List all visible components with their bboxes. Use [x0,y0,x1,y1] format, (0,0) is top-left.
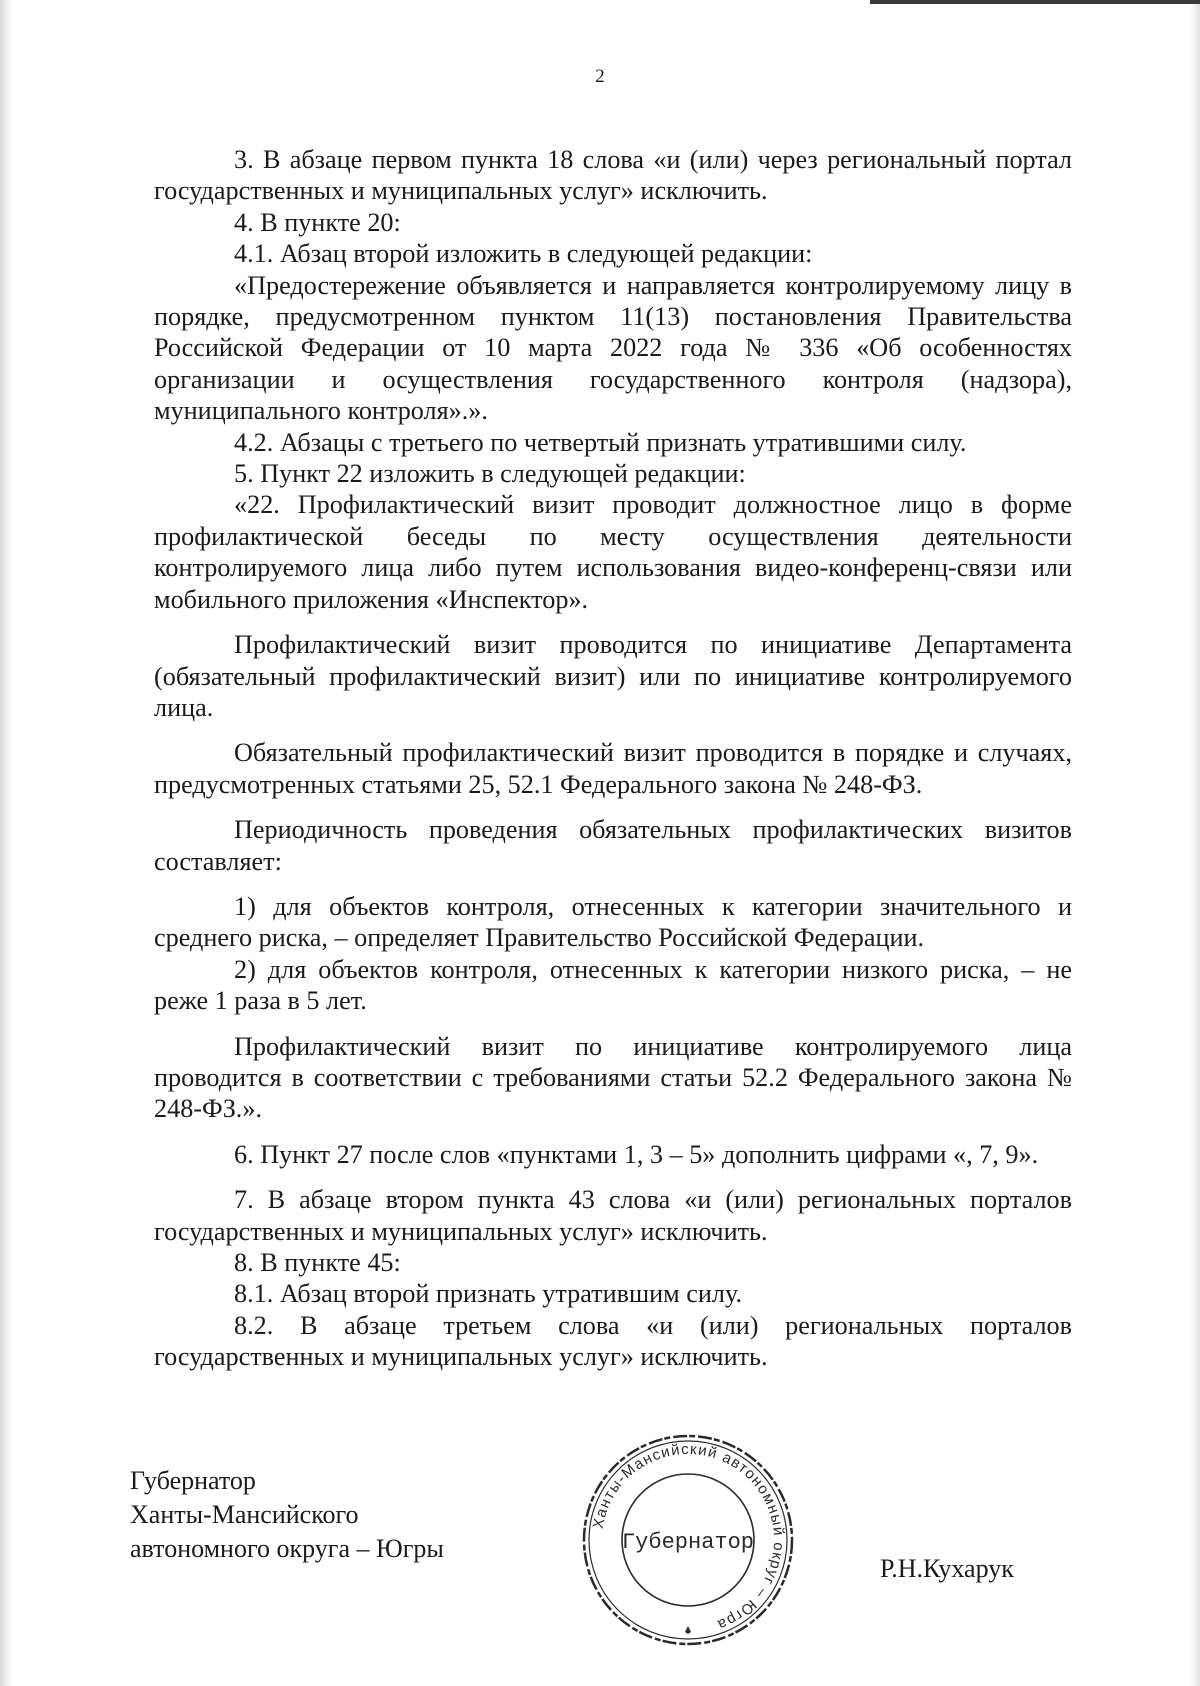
scan-edge-left [0,0,14,1686]
paragraph: 7. В абзаце втором пункта 43 слова «и (или) региональных порталов государственных и муниципальных услуг» исключить. [154,1185,1072,1246]
seal-star [685,1626,691,1634]
paragraph: 4. В пункте 20: [234,207,401,237]
scan-edge-top [870,0,1200,4]
paragraph: 3. В абзаце первом пункта 18 слова «и (или) через региональный портал государственных и муниципальных услуг» исключить. [154,145,1072,206]
document-body [154,144,1072,1373]
paragraph: Профилактический визит по инициативе контролируемого лица проводится в соответствии с требованиями статьи 52.2 Федерального закона № 248-ФЗ.». [154,1031,1072,1124]
signer-name: Р.Н.Кухарук [880,1554,1014,1583]
paragraph: 5. Пункт 22 изложить в следующей редакции: [234,459,746,489]
paragraph: 1) для объектов контроля, отнесенных к категории значительного и среднего риска, – определяет Правительство Российской Федерации. [154,891,1072,953]
paragraph: Обязательный профилактический визит проводится в порядке и случаях, предусмотренных статьями 25, 52.1 Федерального закона № 248-ФЗ. [154,738,1072,799]
seal-ring-textpath: Ханты-Мансийский автономный округ – Югра [589,1440,788,1634]
paragraph: 4.2. Абзацы с третьего по четвертый признать утратившими силу. [234,427,967,457]
paragraph: 2) для объектов контроля, отнесенных к категории низкого риска, – не реже 1 раза в 5 лет. [154,954,1072,1016]
paragraph: 6. Пункт 27 после слов «пунктами 1, 3 – 5» дополнить цифрами «, 7, 9». [234,1139,1039,1169]
signer-title-line: Губернатор [130,1466,256,1495]
signer-title-line: Ханты-Мансийского [130,1500,359,1529]
paragraph: 4.1. Абзац второй изложить в следующей редакции: [234,239,813,269]
paragraph: Профилактический визит проводится по инициативе Департамента (обязательный профилактический визит) или по инициативе контролируемого лица. [154,630,1072,722]
official-seal [578,1430,798,1650]
page-number: 2 [595,66,605,87]
signer-title-line: автономного округа – Югры [130,1534,444,1563]
paragraph: 8.1. Абзац второй признать утратившим силу. [234,1279,743,1309]
paragraph: Периодичность проведения обязательных профилактических визитов составляет: [154,815,1072,876]
paragraph: «22. Профилактический визит проводит должностное лицо в форме профилактической беседы по месту осуществления деятельности контролируемого лица либо путем использования видео-конференц-связи или мобильного приложения «Инспектор». [154,490,1072,614]
paragraph: «Предостережение объявляется и направляется контролируемому лицу в порядке, предусмотренном пунктом 11(13) постановления Правительства Российской Федерации от 10 марта 2022 года № 336 «Об особенностях организации и осуществления государственного контроля (надзора), муниципального контроля».». [154,270,1072,426]
paragraph: 8. В пункте 45: [234,1248,401,1277]
seal-center-text: Губернатор [621,1530,755,1555]
paragraph: 8.2. В абзаце третьем слова «и (или) региональных порталов государственных и муниципальных услуг» исключить. [154,1310,1072,1372]
signature-block [130,1464,444,1566]
scan-edge-right [1190,0,1200,1686]
